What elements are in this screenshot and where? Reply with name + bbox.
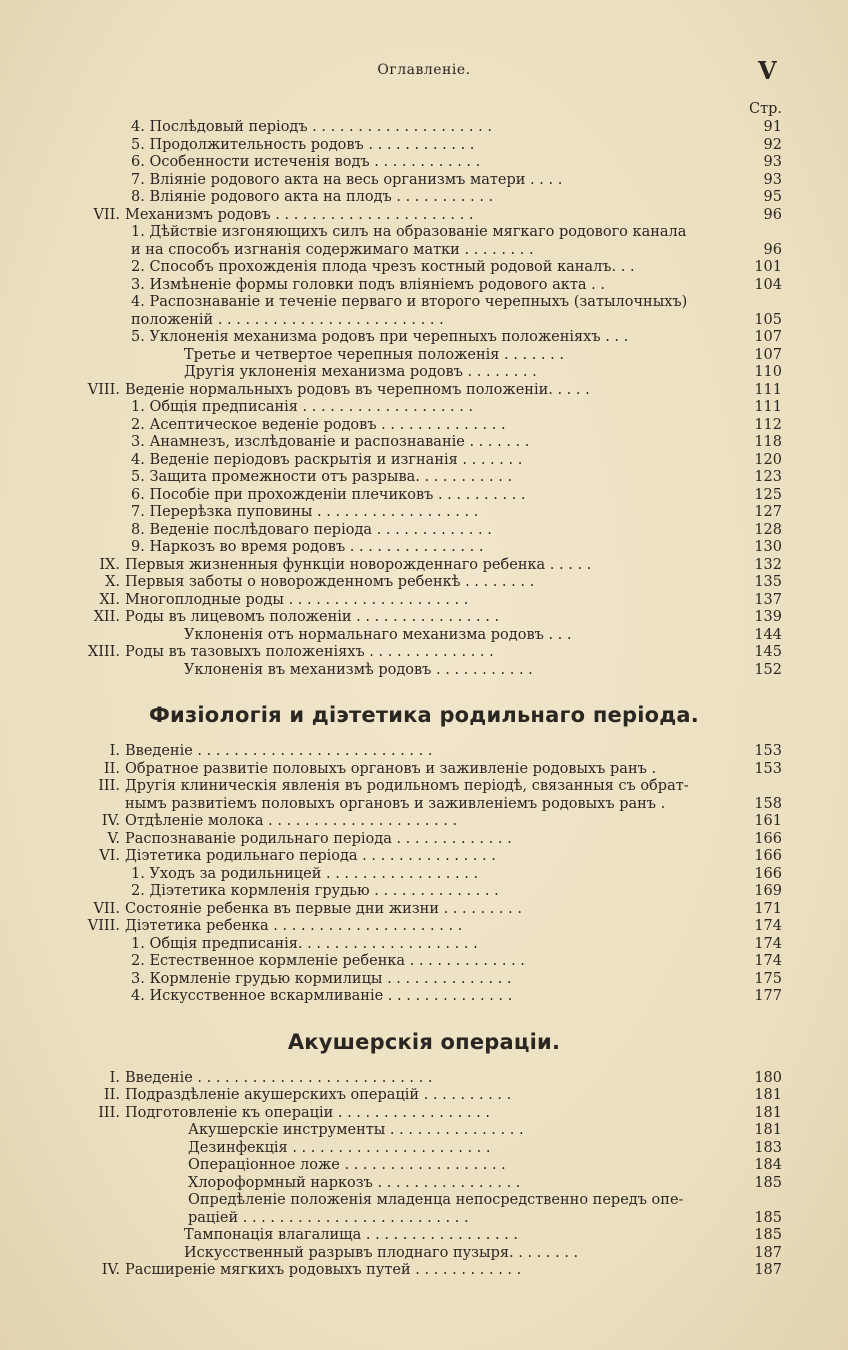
- chapter-numeral: II.: [103, 1087, 120, 1103]
- entry-title: 4. Веденіе періодовъ раскрытія и изгнанія . . . . . . .: [131, 451, 523, 468]
- entry-page-number: 158: [754, 795, 782, 812]
- entry-page-number: 105: [754, 311, 782, 328]
- entry-page-number: 112: [754, 416, 782, 433]
- entry-page-number: 144: [754, 626, 782, 643]
- toc-entry: [0, 883, 848, 901]
- entry-page-number: 181: [754, 1104, 782, 1121]
- toc-entry: [0, 918, 848, 936]
- entry-title: 4. Искусственное вскармливаніе . . . . . . . . . . . . . .: [131, 988, 513, 1004]
- entry-page-number: 169: [754, 883, 782, 899]
- entry-title: Другія уклоненія механизма родовъ . . . . . . . .: [184, 364, 537, 380]
- entry-page-number: 118: [754, 434, 782, 450]
- entry-title: Введеніе . . . . . . . . . . . . . . . . . . . . . . . . . .: [125, 743, 433, 759]
- toc-entry: [0, 953, 848, 971]
- toc-entry: [0, 154, 848, 172]
- toc-entry: [0, 522, 848, 540]
- toc-entry: [0, 399, 848, 417]
- entry-page-number: 185: [754, 1227, 782, 1243]
- toc-entry: [0, 609, 848, 627]
- table-of-contents: [0, 119, 848, 1280]
- toc-entry: [0, 1192, 848, 1210]
- entry-title: Другія клиническія явленія въ родильномъ періодѣ, связанныя съ обрат-: [125, 778, 689, 794]
- entry-page-number: 95: [763, 189, 782, 205]
- entry-title: 1. Общія предписанія . . . . . . . . . . . . . . . . . . .: [131, 399, 474, 415]
- toc-entry: [0, 627, 848, 645]
- entry-page-number: 125: [754, 486, 782, 503]
- toc-entry: [0, 469, 848, 487]
- toc-entry: [0, 988, 848, 1006]
- chapter-numeral: VI.: [99, 848, 120, 864]
- running-title: Оглавленіе.: [377, 62, 471, 78]
- toc-entry: [0, 778, 848, 796]
- toc-entry: [0, 452, 848, 470]
- toc-entry: [0, 417, 848, 435]
- entry-title: Операціонное ложе . . . . . . . . . . . . . . . . . .: [188, 1157, 506, 1173]
- chapter-numeral: V.: [107, 830, 120, 847]
- entry-title: Третье и четвертое черепныя положенія . . . . . . .: [184, 346, 564, 363]
- toc-entry: [0, 1210, 848, 1228]
- entry-title: Подготовленіе къ операціи . . . . . . . . . . . . . . . . .: [125, 1104, 490, 1121]
- entry-title: 5. Уклоненія механизма родовъ при черепныхъ положеніяхъ . . .: [131, 329, 629, 345]
- entry-page-number: 177: [754, 988, 782, 1004]
- entry-page-number: 153: [754, 760, 782, 777]
- entry-page-number: 135: [754, 574, 782, 590]
- entry-title: Отдѣленіе молока . . . . . . . . . . . . . . . . . . . . .: [125, 813, 458, 829]
- toc-entry: [0, 137, 848, 155]
- toc-entry: [0, 971, 848, 989]
- chapter-numeral: IX.: [99, 556, 120, 573]
- entry-title: Распознаваніе родильнаго періода . . . . . . . . . . . . .: [125, 830, 512, 847]
- chapter-numeral: VIII.: [87, 918, 120, 934]
- entry-page-number: 107: [754, 329, 782, 345]
- entry-title: Состояніе ребенка въ первые дни жизни . . . . . . . . .: [125, 900, 522, 917]
- entry-title: Расширеніе мягкихъ родовыхъ путей . . . . . . . . . . . .: [125, 1262, 522, 1278]
- entry-title: 1. Общія предписанія. . . . . . . . . . . . . . . . . . . .: [131, 935, 478, 952]
- entry-title: Діэтетика родильнаго періода . . . . . . . . . . . . . . .: [125, 848, 496, 864]
- entry-page-number: 132: [754, 556, 782, 573]
- toc-entry: [0, 382, 848, 400]
- toc-entry: [0, 936, 848, 954]
- toc-entry: [0, 813, 848, 831]
- chapter-numeral: IV.: [101, 813, 120, 829]
- entry-page-number: 96: [763, 206, 782, 223]
- entry-page-number: 107: [754, 346, 782, 363]
- toc-entry: [0, 557, 848, 575]
- entry-page-number: 127: [754, 504, 782, 520]
- entry-title: Первыя заботы о новорожденномъ ребенкѣ . . . . . . . .: [125, 574, 535, 590]
- chapter-numeral: VII.: [93, 900, 120, 917]
- chapter-numeral: VIII.: [87, 381, 120, 398]
- entry-page-number: 110: [754, 364, 782, 380]
- entry-title: 4. Распознаваніе и теченіе перваго и второго черепныхъ (затылочныхъ): [131, 294, 688, 310]
- entry-page-number: 174: [754, 918, 782, 934]
- entry-page-number: 161: [754, 813, 782, 829]
- entry-title: 2. Асептическое веденіе родовъ . . . . . . . . . . . . . .: [131, 416, 506, 433]
- entry-page-number: 166: [754, 848, 782, 864]
- entry-title: 9. Наркозъ во время родовъ . . . . . . . . . . . . . . .: [131, 539, 484, 555]
- toc-entry: [0, 1070, 848, 1088]
- chapter-numeral: I.: [109, 1069, 120, 1086]
- toc-entry: [0, 1262, 848, 1280]
- entry-page-number: 171: [754, 900, 782, 917]
- entry-page-number: 93: [763, 171, 782, 188]
- entry-page-number: 145: [754, 644, 782, 660]
- toc-entry: [0, 347, 848, 365]
- entry-page-number: 174: [754, 953, 782, 969]
- entry-title: положеній . . . . . . . . . . . . . . . . . . . . . . . . .: [131, 311, 444, 328]
- toc-entry: [0, 592, 848, 610]
- toc-entry: [0, 644, 848, 662]
- toc-entry: [0, 434, 848, 452]
- entry-title: и на способъ изгнанія содержимаго матки . . . . . . . .: [131, 241, 534, 258]
- entry-title: Роды въ тазовыхъ положеніяхъ . . . . . . . . . . . . . .: [125, 644, 494, 660]
- entry-page-number: 93: [763, 154, 782, 170]
- entry-page-number: 123: [754, 469, 782, 485]
- entry-title: Многоплодные роды . . . . . . . . . . . . . . . . . . . .: [125, 591, 469, 608]
- entry-page-number: 104: [754, 276, 782, 293]
- toc-entry: [0, 277, 848, 295]
- entry-page-number: 184: [754, 1157, 782, 1173]
- toc-entry: [0, 1175, 848, 1193]
- toc-entry: [0, 866, 848, 884]
- toc-entry: [0, 901, 848, 919]
- entry-page-number: 181: [754, 1087, 782, 1103]
- entry-page-number: 181: [754, 1122, 782, 1138]
- chapter-numeral: VII.: [93, 206, 120, 223]
- toc-entry: [0, 1087, 848, 1105]
- entry-page-number: 137: [754, 591, 782, 608]
- entry-page-number: 180: [754, 1069, 782, 1086]
- entry-page-number: 130: [754, 539, 782, 555]
- toc-entry: [0, 172, 848, 190]
- entry-title: Дезинфекція . . . . . . . . . . . . . . . . . . . . . .: [188, 1139, 491, 1156]
- chapter-numeral: XIII.: [87, 644, 120, 660]
- entry-page-number: 101: [754, 259, 782, 275]
- chapter-numeral: XII.: [93, 609, 120, 625]
- entry-title: 5. Продолжительность родовъ . . . . . . . . . . . .: [131, 136, 475, 153]
- entry-page-number: 120: [754, 451, 782, 468]
- entry-title: Опредѣленіе положенія младенца непосредственно передъ опе-: [188, 1192, 684, 1208]
- toc-entry: [0, 796, 848, 814]
- entry-title: Роды въ лицевомъ положеніи . . . . . . . . . . . . . . . .: [125, 609, 500, 625]
- toc-entry: [0, 259, 848, 277]
- toc-entry: [0, 539, 848, 557]
- entry-page-number: 96: [763, 241, 782, 258]
- entry-title: 3. Анамнезъ, изслѣдованіе и распознаваніе . . . . . . .: [131, 434, 530, 450]
- entry-page-number: 183: [754, 1139, 782, 1156]
- toc-entry: [0, 831, 848, 849]
- toc-entry: [0, 1227, 848, 1245]
- page-number: V: [758, 56, 777, 85]
- entry-title: Тампонація влагалища . . . . . . . . . . . . . . . . .: [184, 1227, 518, 1243]
- toc-entry: [0, 242, 848, 260]
- toc-entry: [0, 224, 848, 242]
- chapter-numeral: I.: [109, 743, 120, 759]
- page-column-label: Стр.: [748, 101, 782, 117]
- entry-title: Введеніе . . . . . . . . . . . . . . . . . . . . . . . . . .: [125, 1069, 433, 1086]
- chapter-numeral: II.: [103, 760, 120, 777]
- entry-title: Подраздѣленіе акушерскихъ операцій . . . . . . . . . .: [125, 1087, 512, 1103]
- toc-entry: [0, 1140, 848, 1158]
- entry-page-number: 139: [754, 609, 782, 625]
- toc-entry: [0, 761, 848, 779]
- chapter-numeral: III.: [98, 1104, 120, 1121]
- entry-title: Діэтетика ребенка . . . . . . . . . . . . . . . . . . . . .: [125, 918, 463, 934]
- entry-title: 6. Пособіе при прохожденіи плечиковъ . . . . . . . . . .: [131, 486, 526, 503]
- entry-title: 4. Послѣдовый періодъ . . . . . . . . . . . . . . . . . . . .: [131, 119, 492, 135]
- entry-page-number: 185: [754, 1209, 782, 1226]
- entry-title: 2. Діэтетика кормленія грудью . . . . . . . . . . . . . .: [131, 883, 499, 899]
- entry-title: 8. Веденіе послѣдоваго періода . . . . . . . . . . . . .: [131, 521, 492, 538]
- toc-entry: [0, 207, 848, 225]
- entry-title: 3. Измѣненіе формы головки подъ вліяніемъ родового акта . .: [131, 276, 605, 293]
- entry-title: нымъ развитіемъ половыхъ органовъ и заживленіемъ родовыхъ ранъ .: [125, 795, 666, 812]
- section-spacer: [0, 1006, 848, 1020]
- entry-title: Веденіе нормальныхъ родовъ въ черепномъ положеніи. . . . .: [125, 381, 590, 398]
- entry-title: Уклоненія въ механизмѣ родовъ . . . . . . . . . . .: [184, 661, 533, 678]
- entry-page-number: 111: [754, 399, 782, 415]
- entry-title: Первыя жизненныя функціи новорожденнаго ребенка . . . . .: [125, 556, 592, 573]
- entry-page-number: 92: [763, 136, 782, 153]
- toc-entry: [0, 294, 848, 312]
- entry-page-number: 166: [754, 830, 782, 847]
- toc-entry: [0, 119, 848, 137]
- toc-entry: [0, 1105, 848, 1123]
- entry-title: раціей . . . . . . . . . . . . . . . . . . . . . . . . .: [188, 1209, 469, 1226]
- toc-entry: [0, 848, 848, 866]
- section-heading: Акушерскія операціи.: [287, 1029, 561, 1054]
- entry-title: 8. Вліяніе родового акта на плодъ . . . . . . . . . . .: [131, 189, 494, 205]
- entry-title: Обратное развитіе половыхъ органовъ и заживленіе родовыхъ ранъ .: [125, 760, 657, 777]
- entry-title: 2. Естественное кормленіе ребенка . . . . . . . . . . . . .: [131, 953, 525, 969]
- entry-title: 6. Особенности истеченія водъ . . . . . . . . . . . .: [131, 154, 481, 170]
- entry-title: 3. Кормленіе грудью кормилицы . . . . . . . . . . . . . .: [131, 970, 512, 987]
- toc-entry: [0, 574, 848, 592]
- entry-page-number: 153: [754, 743, 782, 759]
- toc-entry: [0, 662, 848, 680]
- entry-title: Акушерскіе инструменты . . . . . . . . . . . . . . .: [188, 1122, 524, 1138]
- entry-page-number: 91: [763, 119, 782, 135]
- entry-title: 2. Способъ прохожденія плода чрезъ костный родовой каналъ. . .: [131, 259, 635, 275]
- entry-title: 5. Защита промежности отъ разрыва. . . . . . . . . . .: [131, 469, 513, 485]
- toc-entry: [0, 504, 848, 522]
- toc-entry: [0, 1122, 848, 1140]
- toc-entry: [0, 743, 848, 761]
- entry-title: 7. Вліяніе родового акта на весь организмъ матери . . . .: [131, 171, 563, 188]
- entry-title: Уклоненія отъ нормальнаго механизма родовъ . . .: [184, 626, 572, 643]
- chapter-numeral: X.: [105, 574, 120, 590]
- toc-entry: [0, 329, 848, 347]
- entry-page-number: 187: [754, 1244, 782, 1261]
- entry-title: Искусственный разрывъ плоднаго пузыря. . . . . . . .: [184, 1244, 579, 1261]
- chapter-numeral: III.: [98, 778, 120, 794]
- entry-title: 1. Дѣйствіе изгоняющихъ силъ на образованіе мягкаго родового канала: [131, 224, 687, 240]
- toc-entry: [0, 487, 848, 505]
- entry-title: 1. Уходъ за родильницей . . . . . . . . . . . . . . . . .: [131, 865, 479, 882]
- entry-page-number: 185: [754, 1174, 782, 1191]
- entry-page-number: 128: [754, 521, 782, 538]
- section-heading: Физіологія и діэтетика родильнаго періода.: [149, 703, 699, 727]
- chapter-numeral: XI.: [99, 591, 120, 608]
- toc-entry: [0, 1157, 848, 1175]
- entry-page-number: 111: [754, 381, 782, 398]
- entry-title: Механизмъ родовъ . . . . . . . . . . . . . . . . . . . . . .: [125, 206, 474, 223]
- entry-page-number: 175: [754, 970, 782, 987]
- entry-page-number: 187: [754, 1262, 782, 1278]
- toc-entry: [0, 189, 848, 207]
- toc-entry: [0, 364, 848, 382]
- entry-page-number: 166: [754, 865, 782, 882]
- entry-title: 7. Перерѣзка пуповины . . . . . . . . . . . . . . . . . .: [131, 504, 479, 520]
- entry-page-number: 174: [754, 935, 782, 952]
- entry-page-number: 152: [754, 661, 782, 678]
- section-spacer: [0, 679, 848, 693]
- toc-entry: [0, 1245, 848, 1263]
- chapter-numeral: IV.: [101, 1262, 120, 1278]
- toc-entry: [0, 312, 848, 330]
- entry-title: Хлороформный наркозъ . . . . . . . . . . . . . . . .: [188, 1174, 521, 1191]
